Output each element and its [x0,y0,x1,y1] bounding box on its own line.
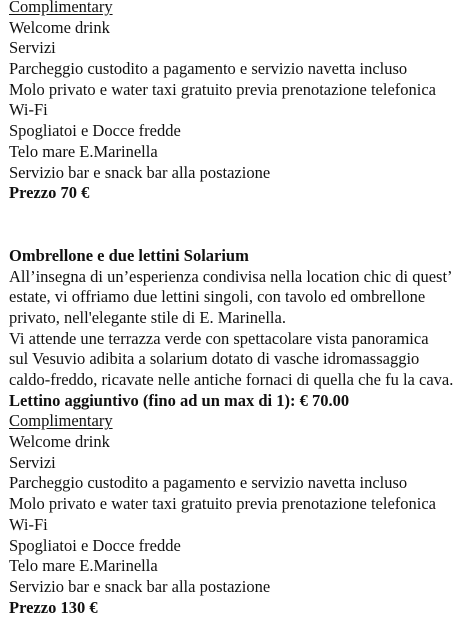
document [9,0,469,618]
service-item: Parcheggio custodito a pagamento e servizio navetta incluso [9,473,408,493]
complimentary-heading: Complimentary [9,411,113,431]
description-line: sul Vesuvio adibita a solarium dotato di vasche idromassaggio [9,349,420,369]
servizi-heading: Servizi [9,38,56,58]
service-item: Telo mare E.Marinella [9,141,158,161]
package-standard [9,0,469,204]
welcome-drink: Welcome drink [9,432,110,452]
spacer [9,225,469,246]
package-solarium [9,246,469,618]
service-item: Spogliatoi e Docce fredde [9,535,181,555]
description-line: Vi attende une terrazza verde con spettacolare vista panoramica [9,328,429,348]
servizi-heading: Servizi [9,452,56,472]
service-item: Molo privato e water taxi gratuito previa prenotazione telefonica [9,494,436,514]
service-item: Servizio bar e snack bar alla postazione [9,162,271,182]
service-item: Spogliatoi e Docce fredde [9,121,181,141]
welcome-drink: Welcome drink [9,17,110,37]
price: Prezzo 70 € [9,183,90,203]
description-line: All’insegna di un’esperienza condivisa nella location chic di quest’ [9,266,453,286]
service-item: Servizio bar e snack bar alla postazione [9,576,271,596]
service-item: Telo mare E.Marinella [9,556,158,576]
description-line: caldo-freddo, ricavate nelle antiche fornaci di quella che fu la cava. [9,370,454,389]
package-title: Ombrellone e due lettini Solarium [9,245,249,265]
price: Prezzo 130 € [9,597,98,617]
description-line: privato, nell'elegante stile di E. Marinella. [9,307,286,327]
description-line: estate, vi offriamo due lettini singoli, con tavolo ed ombrellone [9,287,426,307]
complimentary-heading: Complimentary [9,0,113,16]
extra-bed-price: Lettino aggiuntivo (fino ad un max di 1): € 70.00 [9,390,350,410]
service-item: Wi-Fi [9,100,48,120]
service-item: Wi-Fi [9,514,48,534]
service-item: Parcheggio custodito a pagamento e servizio navetta incluso [9,59,408,79]
spacer [9,204,469,225]
service-item: Molo privato e water taxi gratuito previa prenotazione telefonica [9,79,436,99]
